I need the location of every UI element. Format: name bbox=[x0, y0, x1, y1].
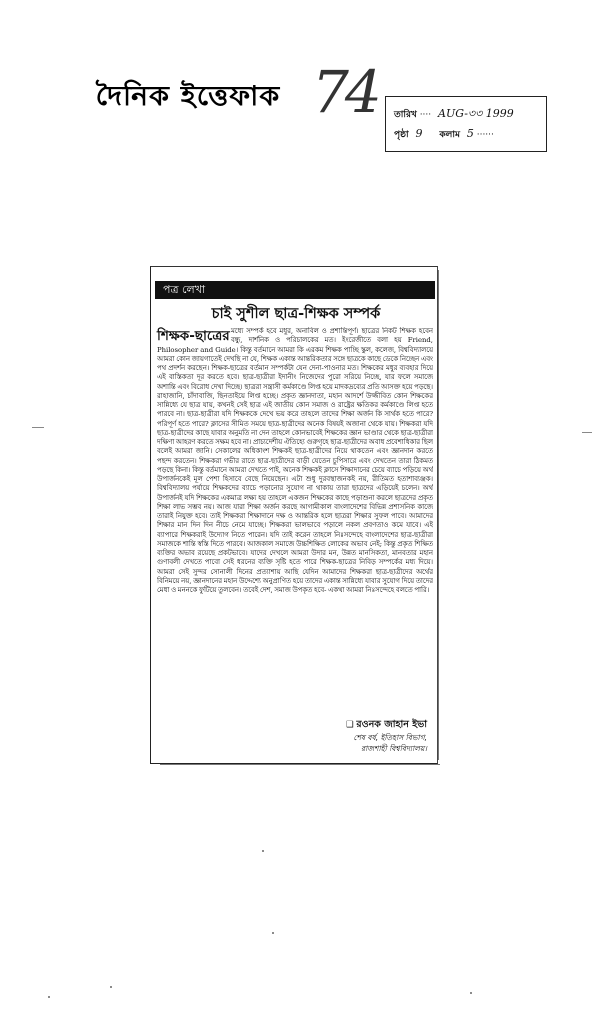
scan-speck bbox=[48, 996, 50, 998]
section-label: পত্র লেখা bbox=[155, 281, 435, 299]
scan-speck bbox=[262, 850, 264, 852]
author-name: রওনক জাহান ইভা bbox=[356, 719, 427, 730]
author-university: রাজশাহী বিশ্ববিদ্যালয়। bbox=[361, 744, 427, 753]
scan-speck bbox=[272, 932, 274, 934]
date-stamp bbox=[385, 96, 547, 152]
stamp-page-value: 9 bbox=[415, 127, 423, 140]
stamp-column-value: 5 bbox=[466, 127, 474, 140]
article-headline: চাই সুশীল ছাত্র-শিক্ষক সম্পর্ক bbox=[211, 306, 381, 322]
article-body bbox=[157, 327, 433, 693]
scan-mark bbox=[32, 427, 44, 428]
author-name-line bbox=[346, 719, 427, 732]
clip-shadow-rule-right bbox=[438, 270, 439, 760]
scan-speck bbox=[110, 986, 112, 988]
stamp-page-row: পৃষ্ঠা 9 কলাম 5 ······ bbox=[394, 127, 494, 140]
handwritten-page-number: 74 bbox=[312, 58, 378, 126]
article-lead-word: শিক্ষক-ছাত্রের bbox=[157, 328, 230, 344]
stamp-date-row: তারিখ ···· AUG-৩৩ 1999 bbox=[394, 107, 514, 120]
lead-word-spacer bbox=[157, 327, 231, 345]
clip-shadow-rule-bottom bbox=[160, 764, 440, 765]
author-signature bbox=[346, 719, 427, 755]
stamp-page-label: পৃষ্ঠা bbox=[394, 130, 409, 140]
stamp-column-label: কলাম bbox=[439, 130, 460, 140]
stamp-date-value: AUG-৩৩ 1999 bbox=[438, 107, 514, 120]
newspaper-clipping bbox=[150, 266, 438, 764]
scan-speck bbox=[470, 992, 472, 994]
author-department: শেষ বর্ষ, ইতিহাস বিভাগ, bbox=[353, 732, 427, 742]
scan-mark bbox=[582, 432, 592, 433]
newspaper-masthead: দৈনিক ইত্তেফাক bbox=[95, 81, 281, 112]
author-box-icon: ❑ bbox=[346, 720, 357, 730]
stamp-date-label: তারিখ bbox=[394, 110, 417, 120]
article-body-text: মধ্যে সম্পর্ক হবে মধুর, অনাবিল ও প্রশান্তিপূর্ণ। ছাত্রের নিকট শিক্ষক হবেন বন্ধু, দার্শনিক ও পরিচালকের মত। ইংরেজীতে বলা হয় Friend, Philosopher and Guide। কিন্তু বর্তমানে আমরা কি এরকম শিক্ষক পাচ্ছি স্কুল, কলেজ, বিশ্ববিদ্যালয়ে আমরা কোন জায়গাতেই দেখছি না যে, শিক্ষক একান্ত আন্তরিকতার সঙ্গে ছাত্রকে কাছে ডেকে নিচ্ছেন এবং পথ প্রদর্শন করছেন। শিক্ষক-ছাত্রের বর্তমান সম্পর্কটা যেন দেনা-পাওনার মত। শিক্ষকের মধুর ব্যবহার দিয়ে এই বাস্তিকতা দূর করতে হবে। ছাত্র-ছাত্রীরা ইদানীং নিজেদের পুরো সরিয়ে নিচ্ছে, যার ফলে সমাজে অশান্তি এবং বিরোধ দেখা দিচ্ছে। ছাত্ররা সন্ত্রাসী কর্মকাণ্ডে লিপ্ত হয়ে মাদকদ্রব্যের প্রতি আসক্ত হয়ে পড়ছে। রাহাজানি, চাঁদাবাজি, ছিনতাইয়ে লিপ্ত হচ্ছে। প্রকৃত জ্ঞানদাতা, মহান আদর্শে উজ্জীবিত কোন শিক্ষকের সান্নিধ্যে যে ছাত্র যায়, কখনই সেই ছাত্র এই জাতীয় কোন সমাজ ও রাষ্ট্রের ক্ষতিকর কর্মকাণ্ডে লিপ্ত হতে পারবে না। ছাত্র-ছাত্রীরা যদি শিক্ষককে দেখে ভয় করে তাহলে তাদের শিক্ষা অর্জন কি সার্থক হতে পারে? পরিপূর্ণ হতে পারে? ক্লাসের সীমিত সময়ে ছাত্র-ছাত্রীদের অনেক বিষয়ই অজানা থেকে যায়। শিক্ষকরা যদি ছাত্র-ছাত্রীদের কাছে যাবার অনুমতি না দেন তাহলে কোনভাবেই শিক্ষকের জ্ঞান ভাণ্ডার থেকে ছাত্র-ছাত্রীরা দক্ষিণা আহরণ করতে সক্ষম হবে না। প্রাচ্যদেশীয় ঐতিহ্যে গুরুগৃহে ছাত্র-ছাত্রীদের অবাধ প্রবেশাধিকার ছিল বলেই আমরা জানি। সেকালের অধিকাংশ শিক্ষকই ছাত্র-ছাত্রীদের নিয়ে থাকতেন এবং জ্ঞানদান করতে পছন্দ করতেন। শিক্ষকরা গভীর রাতে ছাত্র-ছাত্রীদের বাড়ী যেতেন চুপিসারে এবং দেখতেন তারা ঠিকমত পড়ছে কিনা। কিন্তু বর্তমানে আমরা দেখতে পাই, অনেক শিক্ষকই ক্লাসে শিক্ষাদানের চেয়ে ব্যাচে পড়িয়ে অর্থ উপার্জনকেই মূল পেশা হিসাবে বেছে নিয়েছেন। এটা শুধু দুরবস্থাজনকই নয়, রীতিমত হতাশাব্যঞ্জক। বিশ্ববিদ্যালয় পর্যায়ে শিক্ষকদের ব্যাচে পড়ানোর সুযোগ না থাকায় তারা ছাত্রদের এড়িয়েই চলেন। অর্থ উপার্জনই যদি শিক্ষকের একমাত্র লক্ষ্য হয় তাহলে একজন শিক্ষকের কাছে পড়াশুনা করলে ছাত্রদের প্রকৃত শিক্ষা লাভ সম্ভব নয়। আজ যারা শিক্ষা অর্জন করছে আগামীকাল বাংলাদেশের বিভিন্ন প্রশাসনিক কাজে তারাই নিযুক্ত হবে। তাই শিক্ষকরা শিক্ষাদানে দক্ষ ও আন্তরিক হলে ছাত্ররা শিক্ষার সুফল পাবে। আমাদের শিক্ষার মান দিন দিন নীচে নেমে যাচ্ছে। শিক্ষকরা ভালভাবে পড়ালে নকল প্রবণতাও কমে যাবে। এই ব্যাপারে শিক্ষকরাই উদ্যোগ নিতে পারেন। যদি তাই করেন তাহলে নিঃসন্দেহে বাংলাদেশের ছাত্র-ছাত্রীরা সমাজকে শান্তি স্বস্তি দিতে পারবে। আজকাল সমাজে উচ্চশিক্ষিত লোকের অভাব নেই; কিন্তু প্রকৃত শিক্ষিত ব্যক্তির অভাব রয়েছে প্রকটভাবে। যাদের দেখলে আমরা উদার মন, উন্নত মানসিকতা, মানবতার মহান গুণাবলী দেখতে পাবো সেই ধরনের ব্যক্তি সৃষ্টি হতে পারে শিক্ষক-ছাত্রের নিবিড় সম্পর্কের মধ্য দিয়ে। আমরা সেই সুন্দর সোনালী দিনের প্রত্যাশায় আছি যেদিন আমাদের শিক্ষকরা ছাত্র-ছাত্রীদের অর্থের বিনিময়ে নয়, জ্ঞানদানের মহান উদ্দেশ্যে অনুপ্রাণিত হয়ে তাদের একান্ত সান্নিধ্যে যাবার সুযোগ দিয়ে তাদের মেধা ও মননকে ফুটিয়ে তুলবেন। তবেই দেশ, সমাজ উপকৃত হবে- একথা আমরা নিঃসন্দেহে বলতে পারি। bbox=[157, 327, 433, 594]
